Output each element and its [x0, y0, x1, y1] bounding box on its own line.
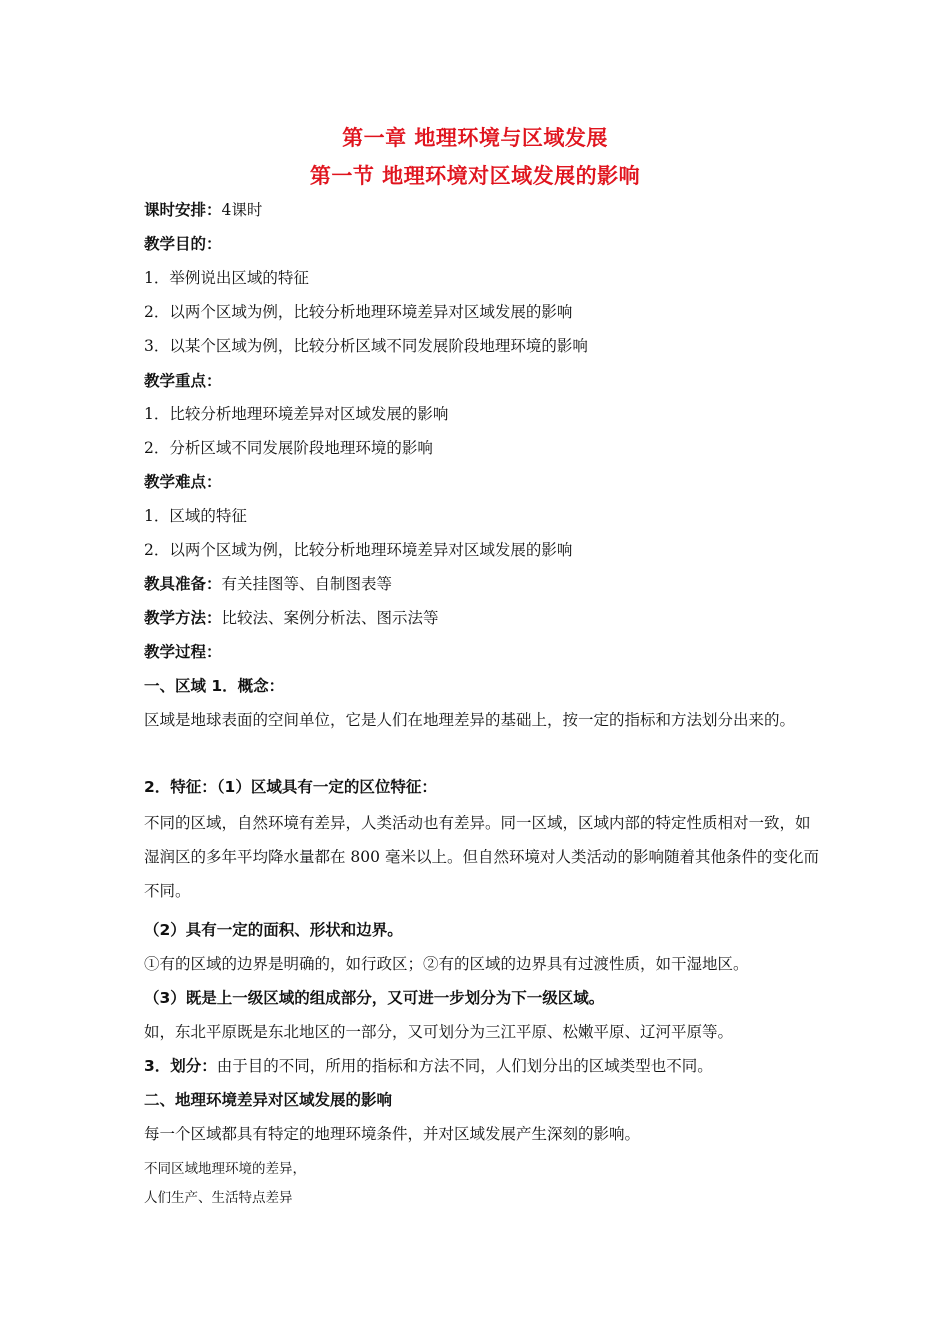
goals-label: 教学目的：: [144, 235, 222, 253]
key-points-label: 教学重点：: [144, 372, 222, 390]
section-title: 第一节 地理环境对区域发展的影响: [309, 164, 641, 188]
key-point-1: 1．比较分析地理环境差异对区域发展的影响: [144, 405, 449, 423]
schedule-line: [144, 199, 824, 221]
divide-text: 由于目的不同，所用的指标和方法不同，人们划分出的区域类型也不同。: [216, 1057, 713, 1075]
chapter-title: 第一章 地理环境与区域发展: [342, 126, 608, 150]
feature2-text: ①有的区域的边界是明确的，如行政区；②有的区域的边界具有过渡性质，如干湿地区。: [144, 955, 749, 973]
feature3-heading: （3）既是上一级区域的组成部分，又可进一步划分为下一级区域。: [144, 989, 605, 1007]
tools-line: [144, 573, 824, 595]
part2-heading: 二、地理环境差异对区域发展的影响: [144, 1091, 393, 1109]
difficulties-label: 教学难点：: [144, 473, 222, 491]
difficulty-1: 1．区域的特征: [144, 507, 247, 525]
concept-paragraph: 区域是地球表面的空间单位，它是人们在地理差异的基础上，按一定的指标和方法划分出来的。: [144, 711, 796, 729]
schedule-value: 4课时: [221, 201, 263, 219]
feature3-text: 如，东北平原既是东北地区的一部分，又可划分为三江平原、松嫩平原、辽河平原等。: [144, 1023, 734, 1041]
feature-paragraph: 不同的区域，自然环境有差异，人类活动也有差异。同一区域，区域内部的特定性质相对一致，如湿润区的多年平均降水量都在 800 毫米以上。但自然环境对人类活动的影响随着其他条件的变化而不同。: [144, 814, 819, 900]
divide-label: 3．划分：: [144, 1057, 217, 1075]
difficulty-2: 2．以两个区域为例，比较分析地理环境差异对区域发展的影响: [144, 541, 573, 559]
part2-text: 每一个区域都具有特定的地理环境条件，并对区域发展产生深刻的影响。: [144, 1125, 641, 1143]
method-label: 教学方法：: [144, 609, 222, 627]
tools-value: 有关挂图等、自制图表等: [221, 575, 393, 593]
diagram-note-2: 人们生产、生活特点差异: [144, 1190, 293, 1206]
goal-2: 2．以两个区域为例，比较分析地理环境差异对区域发展的影响: [144, 303, 573, 321]
method-value: 比较法、案例分析法、图示法等: [221, 609, 439, 627]
tools-label: 教具准备：: [144, 575, 222, 593]
diagram-note-1: 不同区域地理环境的差异，: [144, 1161, 306, 1177]
divide-line: [144, 1055, 824, 1077]
method-line: [144, 607, 824, 629]
schedule-label: 课时安排：: [144, 201, 222, 219]
part1-heading: 一、区域 1．概念：: [144, 677, 285, 695]
feature2-heading: （2）具有一定的面积、形状和边界。: [144, 921, 403, 939]
goal-3: 3．以某个区域为例，比较分析区域不同发展阶段地理环境的影响: [144, 337, 588, 355]
process-label: 教学过程：: [144, 643, 222, 661]
feature-heading: 2．特征：（1）区域具有一定的区位特征：: [144, 778, 437, 796]
key-point-2: 2．分析区域不同发展阶段地理环境的影响: [144, 439, 433, 457]
goal-1: 1．举例说出区域的特征: [144, 269, 309, 287]
